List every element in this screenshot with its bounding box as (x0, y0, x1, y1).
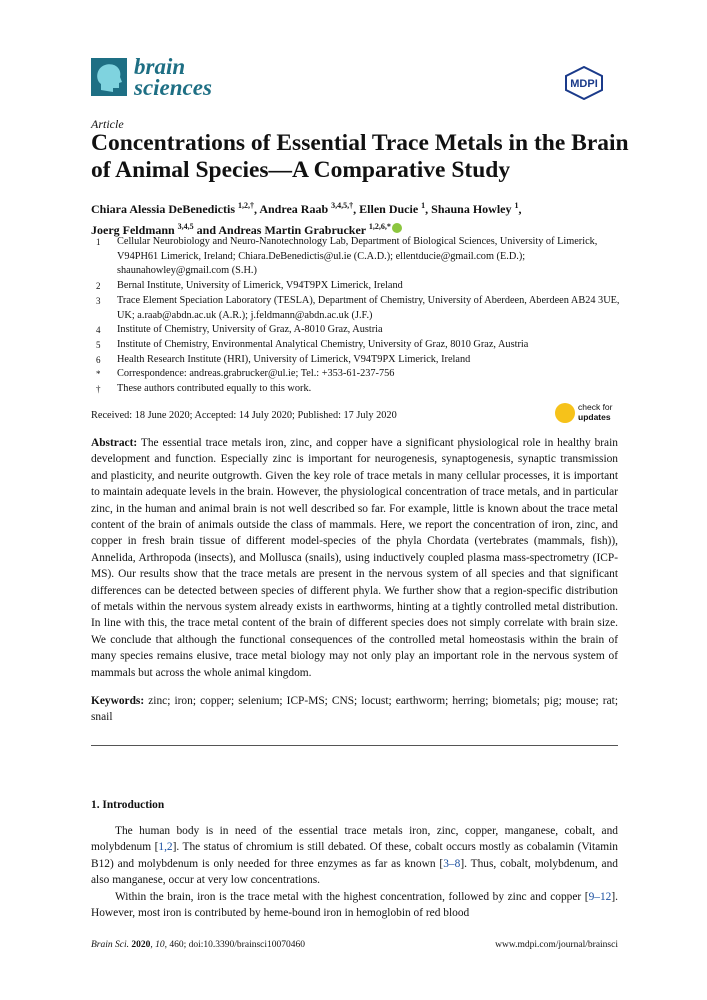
affiliation-text: These authors contributed equally to this work. (117, 383, 312, 395)
affiliation-mark: 6 (96, 354, 101, 365)
affiliation-mark: * (96, 369, 101, 380)
affiliation-text: Health Research Institute (HRI), University of Limerick, V94T9PX Limerick, Ireland (117, 353, 471, 365)
footer-url[interactable]: www.mdpi.com/journal/brainsci (495, 940, 618, 950)
journal-name (134, 56, 212, 98)
text: Within the brain, iron is the trace metal with the highest concentration, followed by zinc and copper [ (115, 890, 589, 903)
author-name: Andrea Raab (259, 202, 329, 216)
text: ]. The status of chromium is still debated. Of these, cobalt occurs mostly as cobalamin (Vitamin B12) and molybdenum is only needed for three enzymes as far as known [ (91, 841, 619, 870)
introduction-body (91, 823, 618, 921)
footer-doi: , 460; doi:10.3390/brainsci10070460 (164, 940, 306, 950)
abstract (91, 435, 618, 681)
affiliation-text: Institute of Chemistry, University of Graz, A-8010 Graz, Austria (117, 324, 383, 336)
keywords-text: zinc; iron; copper; selenium; ICP-MS; CNS; locust; earthworm; herring; biometals; pig; mouse; rat; snail (91, 695, 618, 724)
affiliation-mark: 4 (96, 325, 101, 336)
abstract-text: The essential trace metals iron, zinc, and copper have a significant physiological role in healthy brain development and function. Especially zinc is important for neurogenesis, synaptogenesis, synaptic transmission and plasticity, and neurite outgrowth. Given the key role of trace metals in many cellular processes, it is important to maintain adequate levels in the brain. However, the physiological concentration of trace metals, and in particular zinc, in the human and animal brain is not well described so far. For example, little is known about the trace metal content of the brain of animals outside the class of mammals. Here, we report the concentration of iron, zinc, and copper in fresh brain tissue of different model-species of the phyla Chordata (vertebrates (mammals, fish)), Annelida, Arthropoda (insects), and Mollusca (snails), using inductively coupled plasma mass-spectrometry (ICP-MS). Our results show that the trace metals are present in the nervous system of all species and that significant differences can be detected between species of different phyla. We further show that a region-specific distribution of metals within the nervous system already exists in earthworms, hinting at a tightly controlled metal distribution. In line with this, the trace metal content of the brain of different species does not simply correlate with brain size. We conclude that although the functional consequences of the controlled metal homeostasis within the brain of many species remains elusive, trace metal biology may not only play an important role in the nervous system of mammals but across the whole animal kingdom. (91, 437, 618, 679)
keywords (91, 693, 618, 726)
abstract-label: Abstract: (91, 437, 138, 449)
author-affiliation-marks: 1,2,6,* (368, 222, 391, 231)
author-separator: , (353, 202, 360, 216)
journal-name-line1: brain (134, 54, 186, 79)
check-icon (555, 403, 575, 423)
author-separator: , (254, 202, 260, 216)
affiliation-text: Bernal Institute, University of Limerick, V94T9PX Limerick, Ireland (117, 280, 403, 292)
affiliation-item (91, 338, 621, 353)
text: ]. Thus, cobalt, molybdenum, and also manganese, occur at very low concentrations. (91, 857, 618, 887)
affiliation-text: Cellular Neurobiology and Neuro-Nanotechnology Lab, Department of Biological Sciences, University of Limerick, V94PH61 Limerick, Ireland; Chiara.DeBenedictis@ul.ie (C.A.D.); ellentducie@gmail.com (E.D.); shaunahowley@gmail.com (S.H.) (117, 236, 598, 277)
affiliation-text: Trace Element Speciation Laboratory (TESLA), Department of Chemistry, University of Aberdeen, Aberdeen AB24 3UE, UK; a.raab@abdn.ac.uk (A.R.); j.feldmann@abdn.ac.uk (J.F.) (117, 294, 620, 321)
author-separator: , (425, 202, 432, 216)
article-type: Article (91, 117, 124, 131)
keywords-label: Keywords: (91, 695, 145, 707)
footer-year: 2020 (131, 940, 151, 950)
affiliation-mark: 1 (96, 237, 101, 247)
author-affiliation-marks: 1 (514, 201, 519, 210)
citation-link[interactable]: 3–8 (443, 857, 461, 870)
journal-logo-icon (91, 58, 127, 96)
section-heading: 1. Introduction (91, 799, 165, 811)
check-updates-line1: check for (578, 402, 613, 412)
author-affiliation-marks: 1,2,† (238, 201, 254, 210)
check-updates-line2: updates (578, 412, 611, 422)
author-name: Andreas Martin Grabrucker (218, 223, 366, 237)
author-affiliation-marks: 1 (421, 201, 426, 210)
affiliation-item (91, 367, 621, 382)
author-list (91, 197, 631, 239)
author-separator: , (518, 202, 522, 216)
paragraph (91, 823, 618, 889)
affiliation-mark: 3 (96, 295, 101, 306)
affiliation-mark: 5 (96, 339, 101, 350)
affiliations (91, 235, 621, 397)
orcid-icon[interactable] (392, 223, 402, 233)
author-name: Joerg Feldmann (91, 223, 175, 237)
affiliation-item (91, 323, 621, 338)
affiliation-item (91, 279, 621, 294)
text: ]. However, most iron is contributed by heme-bound iron in hemoglobin of red blood (91, 890, 618, 920)
author-affiliation-marks: 3,4,5 (177, 222, 194, 231)
affiliation-mark: † (96, 384, 101, 395)
publisher-name: MDPI (570, 78, 598, 90)
divider (91, 745, 618, 746)
mdpi-logo (564, 66, 604, 100)
affiliation-item (91, 294, 621, 323)
paragraph (91, 889, 618, 922)
affiliation-mark: 2 (96, 281, 101, 292)
affiliation-item (91, 235, 621, 279)
publication-dates: Received: 18 June 2020; Accepted: 14 July 2020; Published: 17 July 2020 (91, 410, 397, 421)
text: The human body is in need of the essential trace metals iron, zinc, copper, manganese, cobalt, and molybdenum [ (91, 825, 618, 854)
footer-citation: Brain Sci. 2020, 10, 460; doi:10.3390/brainsci10070460 (91, 940, 306, 950)
footer-journal: Brain Sci. (91, 940, 129, 950)
affiliation-item (91, 353, 621, 368)
author-separator: and (193, 223, 219, 237)
footer-volume: 10 (155, 940, 165, 950)
author-name: Chiara Alessia DeBenedictis (91, 202, 235, 216)
author-affiliation-marks: 3,4,5,† (331, 201, 354, 210)
affiliation-item (91, 382, 621, 397)
check-for-updates-button[interactable] (555, 402, 625, 426)
affiliation-text: Correspondence: andreas.grabrucker@ul.ie; Tel.: +353-61-237-756 (117, 368, 395, 380)
author-name: Shauna Howley (431, 202, 512, 216)
affiliation-text: Institute of Chemistry, Environmental Analytical Chemistry, University of Graz, 8010 Graz, Austria (117, 338, 529, 350)
page-title: Concentrations of Essential Trace Metals in the Brain of Animal Species—A Comparative Study (91, 130, 629, 183)
citation-link[interactable]: 1,2 (158, 841, 173, 854)
citation-link[interactable]: 9–12 (588, 890, 612, 903)
journal-name-line2: sciences (134, 75, 212, 100)
author-name: Ellen Ducie (359, 202, 419, 216)
